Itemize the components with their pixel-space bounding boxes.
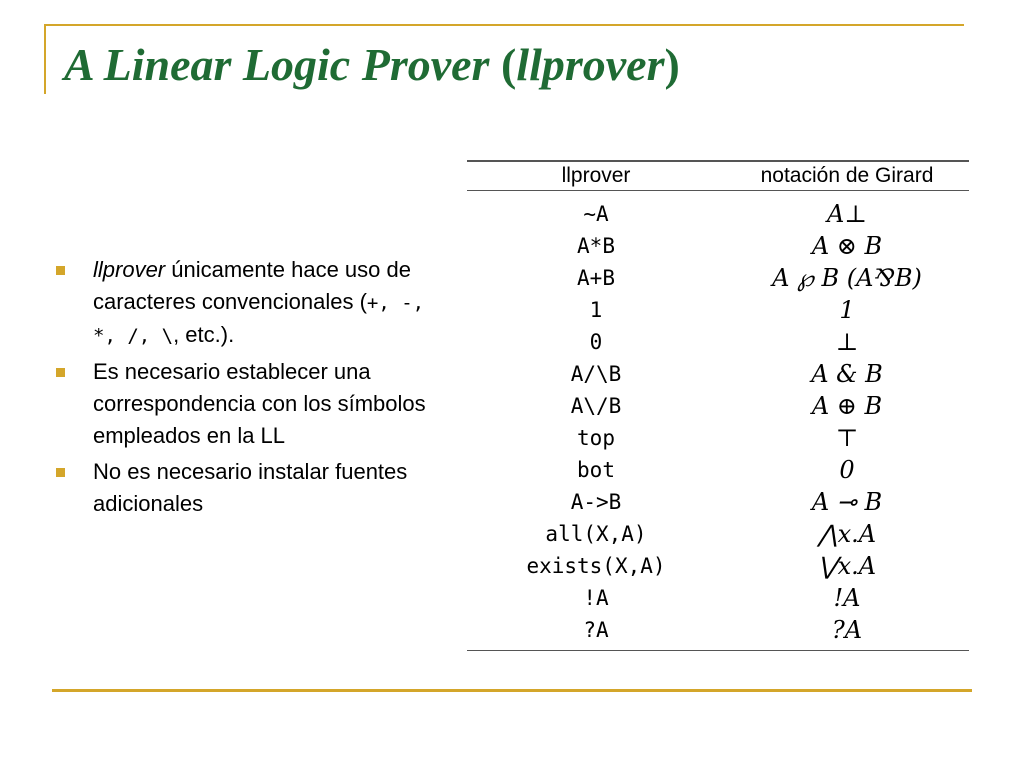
- llprover-cell: A->B: [570, 490, 622, 514]
- girard-cell: A⊥: [827, 200, 867, 228]
- bullet-3-text: No es necesario instalar fuentes adicionales: [93, 459, 408, 516]
- table-row: [467, 262, 969, 294]
- title-paren-open: (: [500, 39, 517, 90]
- girard-cell: A & B: [811, 360, 883, 388]
- table-body: [467, 191, 969, 646]
- bullet-list: [56, 254, 436, 524]
- bullet-square-icon: [56, 468, 65, 477]
- llprover-cell: ?A: [583, 618, 609, 642]
- table-bottom-rule: [467, 650, 969, 651]
- bullet-item-1: [56, 254, 436, 352]
- bullet-1-tail: , etc.).: [173, 322, 235, 347]
- girard-cell: ⋁x.A: [817, 552, 877, 580]
- table-row: [467, 358, 969, 390]
- bullet-1-emphasis: llprover: [93, 257, 166, 282]
- bullet-item-3: [56, 456, 436, 520]
- table-row: [467, 454, 969, 486]
- notation-table: [467, 160, 969, 651]
- llprover-cell: A+B: [577, 266, 615, 290]
- table-row: [467, 422, 969, 454]
- table-header-row: [467, 162, 969, 190]
- girard-cell: 1: [839, 296, 855, 324]
- girard-cell: A ℘ B (A⅋B): [772, 264, 922, 292]
- girard-cell: A ⊸ B: [811, 488, 883, 516]
- table-row: [467, 582, 969, 614]
- table-row: [467, 614, 969, 646]
- llprover-cell: all(X,A): [545, 522, 647, 546]
- girard-cell: !A: [833, 584, 861, 612]
- girard-cell: A ⊗ B: [811, 232, 883, 260]
- table-row: [467, 294, 969, 326]
- llprover-cell: exists(X,A): [526, 554, 666, 578]
- bullet-2-text: Es necesario establecer una correspondencia con los símbolos empleados en la LL: [93, 359, 426, 448]
- frame-top-rule: [44, 24, 964, 26]
- girard-cell: ⊥: [835, 328, 859, 356]
- bullet-square-icon: [56, 266, 65, 275]
- title-llprover: llprover: [516, 39, 665, 90]
- llprover-cell: 0: [589, 330, 603, 354]
- llprover-cell: !A: [583, 586, 609, 610]
- girard-cell: ?A: [831, 616, 863, 644]
- table-row: [467, 486, 969, 518]
- llprover-cell: 1: [589, 298, 603, 322]
- table-row: [467, 198, 969, 230]
- table-row: [467, 230, 969, 262]
- title-paren-close: ): [664, 39, 680, 90]
- header-llprover: llprover: [561, 164, 631, 187]
- frame-bottom-rule: [52, 689, 972, 692]
- llprover-cell: A/\B: [570, 362, 622, 386]
- girard-cell: A ⊕ B: [811, 392, 883, 420]
- girard-cell: 0: [839, 456, 855, 484]
- table-row: [467, 550, 969, 582]
- bullet-1-text: únicamente hace uso de caracteres convencionales (: [93, 257, 411, 314]
- table-row: [467, 518, 969, 550]
- girard-cell: ⊤: [835, 424, 859, 452]
- llprover-cell: bot: [577, 458, 615, 482]
- table-row: [467, 326, 969, 358]
- frame-left-rule: [44, 24, 46, 94]
- llprover-cell: ~A: [583, 202, 609, 226]
- slide-title: [64, 40, 680, 91]
- bullet-item-2: [56, 356, 436, 452]
- title-text: A Linear Logic Prover: [64, 39, 501, 90]
- girard-cell: ⋀x.A: [817, 520, 877, 548]
- header-girard: notación de Girard: [760, 164, 934, 187]
- llprover-cell: A*B: [577, 234, 615, 258]
- llprover-cell: A\/B: [570, 394, 622, 418]
- bullet-1-code: +, -, *, /, \: [93, 292, 425, 347]
- bullet-square-icon: [56, 368, 65, 377]
- table-row: [467, 390, 969, 422]
- llprover-cell: top: [577, 426, 615, 450]
